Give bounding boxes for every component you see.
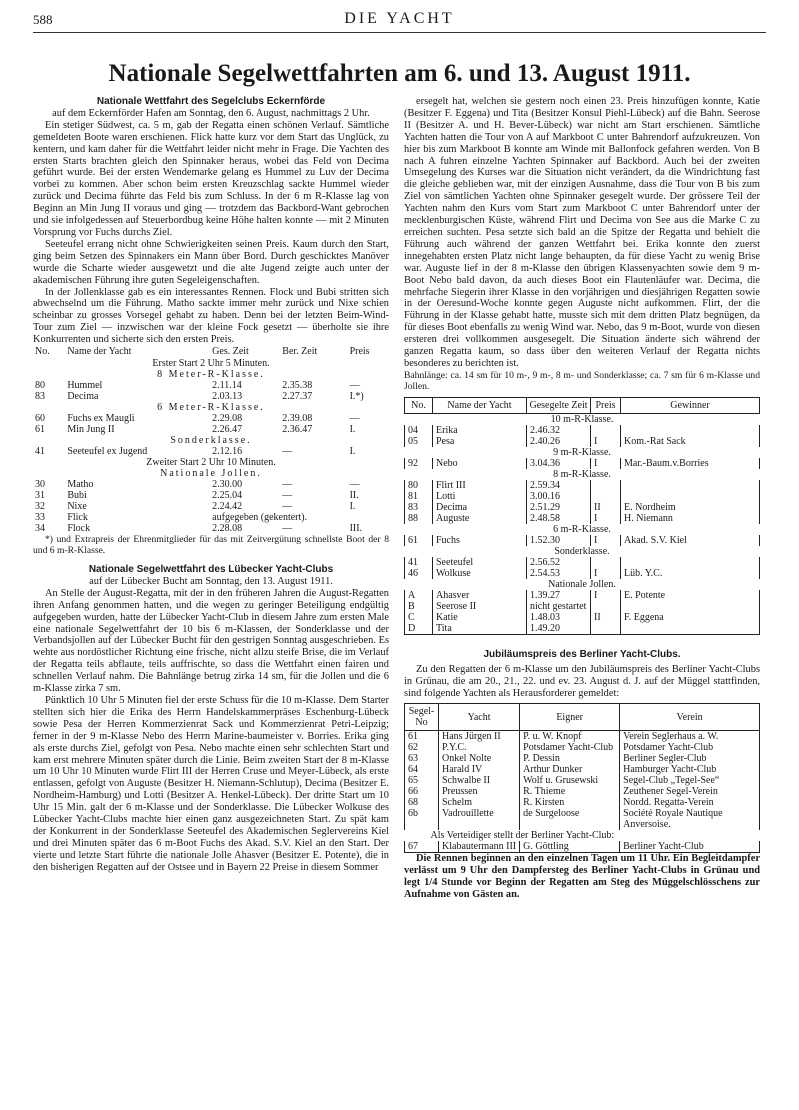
luebeck-result-row bbox=[405, 458, 760, 469]
luebeck-result-row bbox=[405, 513, 760, 524]
results-cell: 83 bbox=[35, 391, 45, 403]
luebeck-result-cell bbox=[621, 480, 760, 491]
luebeck-result-cell: nicht gestartet bbox=[527, 601, 591, 612]
results-cell: 2.26.47 bbox=[212, 424, 243, 436]
luebeck-result-cell: 1.49.20 bbox=[527, 623, 591, 635]
closing-text: Die Rennen beginnen an den einzelnen Tagen um 11 Uhr. Ein Begleitdampfer verlässt um 9 Uhr den Dampfersteg des Berliner Yacht-Clubs in Grünau und legt 1/4 Stunde vor Beginn der Regatten am Steg des Müggelschlösschens zur Aufnahme von Gästen an. bbox=[404, 853, 760, 901]
luebeck-class-heading: 8 m-R-Klasse. bbox=[553, 468, 611, 480]
results-cell: 2.03.13 bbox=[212, 391, 243, 403]
eckernfoerde-paragraph: Seeteufel errang nicht ohne Schwierigkeiten seinen Preis. Kaum durch den Start, ging beim Setzen des Spinnakers ein Mann über Bord. Durch geschicktes Manöver wurde die Scharte wieder ausgewetzt und die alte Jugend zeigte auch unter der akademischen Führung ihre guten Segeleigenschaften. bbox=[33, 238, 389, 286]
challenger-row bbox=[405, 753, 760, 764]
luebeck-class-heading: 10 m-R-Klasse. bbox=[550, 413, 614, 425]
section-jubilaeum-text: Zu den Regatten der 6 m-Klasse um den Jubiläumspreis des Berliner Yacht-Clubs in Grünau, die am 20., 21., 22. und ev. 23. August d. J. auf der Müggel stattfinden, sind folgende Yachten als Herausforderer gemeldet: bbox=[404, 663, 760, 699]
section-luebeck-title: Nationale Segelwettfahrt des Lübecker Yacht-Clubs bbox=[88, 564, 334, 576]
results-cell: 61 bbox=[35, 424, 45, 436]
results-row bbox=[33, 446, 389, 457]
luebeck-result-row bbox=[405, 502, 760, 513]
challenger-cell: 6b bbox=[405, 808, 439, 819]
luebeck-result-cell: 83 bbox=[405, 502, 433, 513]
luebeck-continued-paragraph: ersegelt hat, welchen sie gestern noch einen 23. Preis hinzufügen konnte, Katie (Besitzer F. Eggena) und Tita (Besitzer Konsul Piehl-Lübeck) auf die Bahn. Seerose II (Besitzer A. und H. Bever-Lübeck) war nicht am Start erschienen. Sämtliche Yachten hatten die Tour von A auf Markboot C unter Bahrendorf aufzukreuzen. Von hier bis zum Markboot B konnte am Winde mit Ballonfock gefahren werden. Von B nach A fuhren einzelne Yachten Spinnaker auf Backbord. Auch bei der zweiten Umsegelung des Kurses war die Situation nicht verändert, da die Windrichtung fast die gleiche geblieben war, mit der einzigen Ausnahme, dass die Tour von B bis zum Ziel von sämtlichen Yachten ohne Spinnaker gesegelt wurde. Der grössere Teil der Yachten nahm den Kurs vom Start zum Markboot C unter Bahrendorf unter der mecklenburgischen Küste, während Flirt und Decima von See aus die Marke C zu erreichen suchten. Pesa setzte sich bald an die Spitze der Regatta und behielt die Führung auch während der ganzen Wettfahrt bei. Erika konnte den zuerst innegehabten ersten Platz nicht lange behaupten, da für diese Yacht zu wenig Brise war. Auguste lief in der 8 m-Klasse den übrigen Klassenyachten sowie dem 9 m-Boot Nebo bald davon, da auch dieses Boot ein Flautenläufer war. Decima, die mehrfache Siegerin ihrer Klasse in den vorjährigen und diesjährigen Regatten sowie in der Oeresund-Woche konnte gegen Auguste nicht aufkommen. Flirt, der die Führung in der Klasse gehabt hatte, musste sich mit dem dritten Platz begnügen, da für dieses Boot ebenfalls zu wenig Wind war. Nebo, das 9 m-Boot, wurde von diesen ersteren drei vollkommen ausgesegelt. Die Situation änderte sich während der ganzen Regatta kaum, so dass über den weiteren Verlauf der Regatta nichts besonderes zu berichten ist. bbox=[404, 96, 760, 369]
challenger-cell bbox=[520, 819, 620, 830]
results-cell: Nixe bbox=[67, 501, 87, 513]
results-class-row bbox=[33, 369, 389, 380]
challenger-cell: P. u. W. Knopf bbox=[520, 731, 620, 743]
results-header-cell: Name der Yacht bbox=[67, 346, 132, 358]
challenger-cell bbox=[439, 819, 520, 830]
results-cell: — bbox=[282, 523, 293, 535]
section-eckernfoerde-text bbox=[33, 120, 389, 346]
luebeck-result-cell: B bbox=[405, 601, 433, 612]
results-cell: 2.39.08 bbox=[282, 413, 313, 425]
challenger-cell: Anversoise. bbox=[620, 819, 760, 830]
luebeck-result-cell: Lüb. Y.C. bbox=[621, 568, 760, 579]
challengers-header-cell: Eigner bbox=[520, 704, 620, 731]
luebeck-result-cell: A bbox=[405, 590, 433, 601]
luebeck-result-cell bbox=[591, 623, 621, 635]
challenger-cell: 64 bbox=[405, 764, 439, 775]
results-header-row bbox=[33, 346, 389, 358]
luebeck-result-cell: II bbox=[591, 502, 621, 513]
results-cell: — bbox=[349, 380, 360, 392]
results-cell: Flick bbox=[67, 512, 88, 524]
luebeck-result-cell: Pesa bbox=[433, 436, 527, 447]
results-row bbox=[33, 391, 389, 402]
luebeck-result-cell: F. Eggena bbox=[621, 612, 760, 623]
challengers-header bbox=[405, 704, 760, 731]
luebeck-result-cell: Ahasver bbox=[433, 590, 527, 601]
luebeck-class-heading: 9 m-R-Klasse. bbox=[553, 446, 611, 458]
luebeck-result-cell: 1.39.27 bbox=[527, 590, 591, 601]
eckernfoerde-paragraph: Ein stetiger Südwest, ca. 5 m, gab der Regatta einen schönen Verlauf. Sämtliche gemeldeten Boote waren erschienen. Flick hatte kurz vor dem Start das Unglück, zu kentern, und kam daher für die Wettfahrt leider nicht mehr in Frage. Die Yachten des ersten Starts brachten gleich den Spinnaker heraus, wobei das Feld von Decima geführt wurde. Bei der ersten Wendemarke gelang es Hummel zu Luv der Decima vorbei zu kommen. Aber schon beim ersten Kreuzschlag sackte Hummel wieder zurück und Decima führte das Feld bis zum Schluss. In der 6 m R-Klasse lag von Beginn an Min Jung II voraus und ging — trotzdem das Backbord-Want gebrochen und sie infolgedessen auf Steuerbordbug keine Höhe halten konnte — mit 2 Minuten Vorsprung vor Fuchs durchs Ziel. bbox=[33, 119, 389, 238]
luebeck-result-cell: I bbox=[591, 458, 621, 469]
challenger-cell: Zeuthener Segel-Verein bbox=[620, 786, 760, 797]
results-class-row bbox=[33, 468, 389, 479]
left-column bbox=[33, 96, 389, 874]
challenger-cell: 66 bbox=[405, 786, 439, 797]
results-row bbox=[33, 512, 389, 523]
luebeck-result-cell bbox=[591, 491, 621, 502]
challenger-row bbox=[405, 764, 760, 775]
results-cell: Min Jung II bbox=[67, 424, 115, 436]
luebeck-class-heading: 6 m-R-Klasse. bbox=[553, 523, 611, 535]
luebeck-result-cell: I bbox=[591, 590, 621, 601]
luebeck-result-cell: 1.52.30 bbox=[527, 535, 591, 546]
luebeck-result-cell: Auguste bbox=[433, 513, 527, 524]
results-cell: I.*) bbox=[349, 391, 364, 403]
luebeck-result-row bbox=[405, 425, 760, 436]
results-cell: 2.28.08 bbox=[212, 523, 243, 535]
results-cell: 2.27.37 bbox=[282, 391, 313, 403]
luebeck-class-row bbox=[405, 447, 760, 458]
results-cell: — bbox=[282, 501, 293, 513]
results-cell: I. bbox=[349, 424, 356, 436]
luebeck-result-cell bbox=[621, 557, 760, 568]
challenger-cell: Potsdamer Yacht-Club bbox=[620, 742, 760, 753]
results-class-heading: 6 Meter-R-Klasse. bbox=[157, 402, 265, 414]
results-cell: 60 bbox=[35, 413, 45, 425]
results-cell: I. bbox=[349, 501, 356, 513]
luebeck-result-cell: 05 bbox=[405, 436, 433, 447]
main-title: Nationale Segelwettfahrten am 6. und 13. August 1911. bbox=[108, 60, 691, 87]
luebeck-result-cell: Akad. S.V. Kiel bbox=[621, 535, 760, 546]
course-length-note: Bahnlänge: ca. 14 sm für 10 m-, 9 m-, 8 m- und Sonderklasse; ca. 7 sm für 6 m-Klasse und Jollen. bbox=[404, 369, 760, 392]
luebeck-result-cell: 2.51.29 bbox=[527, 502, 591, 513]
luebeck-result-cell bbox=[621, 425, 760, 436]
running-title: DIE YACHT bbox=[344, 10, 455, 27]
results-row bbox=[33, 424, 389, 435]
results-cell: Hummel bbox=[67, 380, 103, 392]
results-cell: 2.24.42 bbox=[212, 501, 243, 513]
challenger-cell: Preussen bbox=[439, 786, 520, 797]
results-cell: Seeteufel ex Jugend bbox=[67, 446, 148, 458]
luebeck-header-cell: Gewinner bbox=[621, 397, 760, 413]
results-start-row bbox=[33, 457, 389, 468]
results-footnote: *) und Extrapreis der Ehrenmitglieder für das mit Zeitvergütung schnellste Boot der 8 und 6 m-R-Klasse. bbox=[33, 534, 389, 557]
luebeck-result-cell: Flirt III bbox=[433, 480, 527, 491]
page-number: 588 bbox=[33, 12, 53, 27]
results-row bbox=[33, 413, 389, 424]
luebeck-result-cell: 80 bbox=[405, 480, 433, 491]
luebeck-paragraph: Pünktlich 10 Uhr 5 Minuten fiel der erste Schuss für die 10 m-Klasse. Dem Starter stellten sich hier die Erika des Herrn Handelskammerpräses Eschenburg-Lübeck sowie Pesa der Herren Kommerzienrat Sack und Kommerzienrat Petri-Leipzig; ferner in der 9 m-Klasse Nebo des Herrn Marine-baumeister v. Borries. Erika ging als erste durchs Ziel, gefolgt von Pesa. Nebo machte einen sehr schlechten Start und kam erst mehrere Minuten später durch die Linie. Beim zweiten Start der 8 m-Klasse um 10 Uhr 10 Minuten wurde Flirt III der Herren Cruse und Meyer-Lübeck, als erste entlassen, gefolgt von Auguste (Besitzer H. Niemann-Schlutup), Decima (Besitzer E. Nordheim-Hamburg) und Lotti (Besitzer A. Henkel-Lübeck). Der dritte Start um 10 Uhr 15 Min. galt der 6 m-Klasse und der Sonderklasse. Die Lübecker Wolkuse des Lübecker Yacht-Clubs machte hier einen ganz ausgezeichneten Start. Zu spät kam der Konkurrent in der Sonderklasse Seeteufel des Akademischen Seglervereins Kiel und drei Minuten später das 6 m-Boot Fuchs des Akad. S.V. Kiel an den Start. Der vierte und letzte Start führte die nationale Jolle Ahasver (Besitzer E. Potente), die in den bisherigen Regatten auf der Ostsee und in Bayern 22 Preise in diesem Sommer bbox=[33, 695, 389, 873]
challenger-cell: Hans Jürgen II bbox=[439, 731, 520, 743]
challenger-cell: Arthur Dunker bbox=[520, 764, 620, 775]
defender-label: Als Verteidiger stellt der Berliner Yacht-Club: bbox=[430, 830, 615, 842]
results-cell: — bbox=[282, 446, 293, 458]
luebeck-result-cell: Mar.-Baum.v.Borries bbox=[621, 458, 760, 469]
results-cell: Decima bbox=[67, 391, 99, 403]
defender-cell: Berliner Yacht-Club bbox=[620, 841, 760, 853]
luebeck-results-table bbox=[404, 397, 760, 635]
luebeck-result-row bbox=[405, 590, 760, 601]
luebeck-result-cell: 88 bbox=[405, 513, 433, 524]
challenger-cell: Harald IV bbox=[439, 764, 520, 775]
results-start-heading: Zweiter Start 2 Uhr 10 Minuten. bbox=[146, 457, 276, 469]
challenger-cell: Schelm bbox=[439, 797, 520, 808]
section-luebeck-subtitle: auf der Lübecker Bucht am Sonntag, den 13. August 1911. bbox=[89, 575, 333, 587]
results-cell: 2.12.16 bbox=[212, 446, 243, 458]
challenger-cell: Vadrouillette bbox=[439, 808, 520, 819]
challenger-row bbox=[405, 731, 760, 743]
challenger-row bbox=[405, 819, 760, 830]
challenger-cell: R. Kirsten bbox=[520, 797, 620, 808]
luebeck-result-cell: Seerose II bbox=[433, 601, 527, 612]
results-start-row bbox=[33, 358, 389, 369]
luebeck-result-cell: 61 bbox=[405, 535, 433, 546]
luebeck-result-row bbox=[405, 601, 760, 612]
challenger-cell: P.Y.C. bbox=[439, 742, 520, 753]
results-row bbox=[33, 380, 389, 391]
luebeck-result-cell: Kom.-Rat Sack bbox=[621, 436, 760, 447]
results-cell: Bubi bbox=[67, 490, 87, 502]
results-cell: 2.36.47 bbox=[282, 424, 313, 436]
results-cell: — bbox=[349, 413, 360, 425]
results-cell: 31 bbox=[35, 490, 45, 502]
luebeck-result-row bbox=[405, 568, 760, 579]
luebeck-result-cell: Nebo bbox=[433, 458, 527, 469]
luebeck-class-row bbox=[405, 579, 760, 590]
section-luebeck-text bbox=[33, 588, 389, 874]
luebeck-result-cell: Wolkuse bbox=[433, 568, 527, 579]
challenger-cell: P. Dessin bbox=[520, 753, 620, 764]
results-row bbox=[33, 479, 389, 490]
luebeck-result-cell bbox=[621, 601, 760, 612]
challenger-row bbox=[405, 742, 760, 753]
luebeck-class-row bbox=[405, 469, 760, 480]
results-cell: I. bbox=[349, 446, 356, 458]
challenger-row bbox=[405, 775, 760, 786]
luebeck-result-cell: 3.04.36 bbox=[527, 458, 591, 469]
challenger-cell: Nordd. Regatta-Verein bbox=[620, 797, 760, 808]
luebeck-class-row bbox=[405, 546, 760, 557]
luebeck-result-cell: I bbox=[591, 436, 621, 447]
results-class-row bbox=[33, 402, 389, 413]
luebeck-result-cell: 04 bbox=[405, 425, 433, 436]
luebeck-result-cell: I bbox=[591, 513, 621, 524]
results-cell: 2.29.08 bbox=[212, 413, 243, 425]
defender-row bbox=[405, 841, 760, 853]
results-cell: Flock bbox=[67, 523, 91, 535]
section-eckernfoerde-subtitle: auf dem Eckernförder Hafen am Sonntag, den 6. August, nachmittags 2 Uhr. bbox=[52, 107, 370, 119]
challenger-cell: Société Royale Nautique bbox=[620, 808, 760, 819]
results-cell: 2.25.04 bbox=[212, 490, 243, 502]
challenger-cell: 65 bbox=[405, 775, 439, 786]
challenger-cell: 62 bbox=[405, 742, 439, 753]
luebeck-result-cell: E. Nordheim bbox=[621, 502, 760, 513]
luebeck-result-cell: Lotti bbox=[433, 491, 527, 502]
challenger-row bbox=[405, 786, 760, 797]
luebeck-class-heading: Nationale Jollen. bbox=[548, 578, 616, 590]
results-cell: II. bbox=[349, 490, 359, 502]
challengers-header-cell: Yacht bbox=[439, 704, 520, 731]
luebeck-result-row bbox=[405, 535, 760, 546]
results-cell: — bbox=[349, 479, 360, 491]
results-cell: Matho bbox=[67, 479, 94, 491]
results-header-cell: No. bbox=[35, 346, 50, 358]
eckernfoerde-results-table bbox=[33, 346, 389, 534]
luebeck-result-cell: I bbox=[591, 568, 621, 579]
defender-cell: Klabautermann III bbox=[439, 841, 520, 853]
section-jubilaeum-title: Jubiläumspreis des Berliner Yacht-Clubs. bbox=[483, 648, 681, 660]
challengers-header-cell: Verein bbox=[620, 704, 760, 731]
results-cell: 41 bbox=[35, 446, 45, 458]
luebeck-result-cell: 1.48.03 bbox=[527, 612, 591, 623]
luebeck-result-cell: Tita bbox=[433, 623, 527, 635]
section-eckernfoerde-title: Nationale Wettfahrt des Segelclubs Eckernförde bbox=[96, 96, 326, 107]
results-cell: 2.11.14 bbox=[212, 380, 242, 392]
luebeck-result-cell bbox=[621, 491, 760, 502]
results-row bbox=[33, 523, 389, 534]
luebeck-class-row bbox=[405, 524, 760, 535]
results-row bbox=[33, 490, 389, 501]
luebeck-result-cell: I bbox=[591, 535, 621, 546]
results-cell: III. bbox=[349, 523, 363, 535]
challenger-cell bbox=[405, 819, 439, 830]
challenger-row bbox=[405, 797, 760, 808]
luebeck-result-cell: 2.56.52 bbox=[527, 557, 591, 568]
eckernfoerde-paragraph: In der Jollenklasse gab es ein interessantes Rennen. Flock und Bubi stritten sich abwechselnd um die Führung. Matho sackte immer mehr zurück und Nixe schien scheinbar zu grosses Vorsegel gehabt zu haben. Denn bei der letzten Beim-Wind-Tour zum Ziel — inzwischen war der kleine Fock gesetzt — überholte sie ihre Konkurrenten und sicherte sich den ersten Preis. bbox=[33, 286, 389, 346]
challenger-cell: Potsdamer Yacht-Club bbox=[520, 742, 620, 753]
luebeck-result-cell: Decima bbox=[433, 502, 527, 513]
luebeck-result-cell bbox=[591, 557, 621, 568]
header-rule bbox=[33, 32, 766, 33]
luebeck-result-cell: Fuchs bbox=[433, 535, 527, 546]
luebeck-header-cell: No. bbox=[405, 397, 433, 413]
luebeck-result-cell: Katie bbox=[433, 612, 527, 623]
luebeck-result-row bbox=[405, 557, 760, 568]
challenger-cell: 61 bbox=[405, 731, 439, 743]
luebeck-class-heading: Sonderklasse. bbox=[554, 545, 610, 557]
challenger-cell: de Surgeloose bbox=[520, 808, 620, 819]
luebeck-result-cell: 2.59.34 bbox=[527, 480, 591, 491]
results-cell: aufgegeben (gekentert). bbox=[212, 512, 308, 524]
challengers-header-cell: Segel-No bbox=[405, 704, 439, 731]
defender-label-row bbox=[405, 830, 760, 841]
defender-cell: 67 bbox=[405, 841, 439, 853]
luebeck-results-header bbox=[405, 397, 760, 413]
results-header-cell: Preis bbox=[349, 346, 370, 358]
running-header bbox=[33, 10, 766, 32]
luebeck-result-cell: II bbox=[591, 612, 621, 623]
luebeck-result-row bbox=[405, 480, 760, 491]
results-header-cell: Ges. Zeit bbox=[212, 346, 249, 358]
luebeck-result-cell: 41 bbox=[405, 557, 433, 568]
results-cell: — bbox=[282, 490, 293, 502]
luebeck-class-row bbox=[405, 413, 760, 425]
luebeck-result-cell: 81 bbox=[405, 491, 433, 502]
results-class-heading: Nationale Jollen. bbox=[160, 468, 262, 480]
luebeck-result-cell: 2.48.58 bbox=[527, 513, 591, 524]
results-cell: 2.30.00 bbox=[212, 479, 243, 491]
luebeck-result-cell: D bbox=[405, 623, 433, 635]
results-cell: Fuchs ex Maugli bbox=[67, 413, 135, 425]
luebeck-result-cell bbox=[621, 623, 760, 635]
luebeck-result-cell bbox=[591, 425, 621, 436]
luebeck-result-row bbox=[405, 623, 760, 635]
luebeck-header-cell: Name der Yacht bbox=[433, 397, 527, 413]
results-cell: 32 bbox=[35, 501, 45, 513]
right-column bbox=[404, 96, 760, 901]
results-cell: — bbox=[282, 479, 293, 491]
luebeck-result-cell: 3.00.16 bbox=[527, 491, 591, 502]
section-luebeck-continued-text bbox=[404, 96, 760, 370]
challenger-cell: Berliner Segler-Club bbox=[620, 753, 760, 764]
results-cell: 33 bbox=[35, 512, 45, 524]
challenger-cell: Verein Seglerhaus a. W. bbox=[620, 731, 760, 743]
luebeck-result-row bbox=[405, 612, 760, 623]
luebeck-result-cell: Erika bbox=[433, 425, 527, 436]
challenger-cell: Wolf u. Grusewski bbox=[520, 775, 620, 786]
challenger-row bbox=[405, 808, 760, 819]
luebeck-result-cell: 2.46.32 bbox=[527, 425, 591, 436]
luebeck-result-cell bbox=[591, 601, 621, 612]
challenger-cell: Segel-Club „Tegel-See“ bbox=[620, 775, 760, 786]
results-header-cell: Ber. Zeit bbox=[282, 346, 318, 358]
challenger-cell: Schwalbe II bbox=[439, 775, 520, 786]
challenger-cell: 68 bbox=[405, 797, 439, 808]
defender-cell: G. Göttling bbox=[520, 841, 620, 853]
results-cell: 30 bbox=[35, 479, 45, 491]
luebeck-result-cell: Seeteufel bbox=[433, 557, 527, 568]
results-cell: 80 bbox=[35, 380, 45, 392]
luebeck-result-row bbox=[405, 436, 760, 447]
luebeck-result-cell: E. Potente bbox=[621, 590, 760, 601]
luebeck-header-cell: Preis bbox=[591, 397, 621, 413]
luebeck-result-cell: 92 bbox=[405, 458, 433, 469]
results-class-heading: Sonderklasse. bbox=[170, 435, 252, 447]
luebeck-result-cell bbox=[591, 480, 621, 491]
results-class-row bbox=[33, 435, 389, 446]
luebeck-header-cell: Gesegelte Zeit bbox=[527, 397, 591, 413]
luebeck-result-row bbox=[405, 491, 760, 502]
challenger-cell: Hamburger Yacht-Club bbox=[620, 764, 760, 775]
luebeck-result-cell: 2.54.53 bbox=[527, 568, 591, 579]
luebeck-result-cell: 46 bbox=[405, 568, 433, 579]
challenger-cell: R. Thieme bbox=[520, 786, 620, 797]
challengers-table bbox=[404, 703, 760, 853]
results-row bbox=[33, 501, 389, 512]
luebeck-result-cell: 2.40.26 bbox=[527, 436, 591, 447]
results-start-heading: Erster Start 2 Uhr 5 Minuten. bbox=[152, 358, 270, 370]
results-class-heading: 8 Meter-R-Klasse. bbox=[157, 369, 265, 381]
results-cell: 2.35.38 bbox=[282, 380, 313, 392]
results-cell: 34 bbox=[35, 523, 45, 535]
challenger-cell: 63 bbox=[405, 753, 439, 764]
luebeck-result-cell: H. Niemann bbox=[621, 513, 760, 524]
luebeck-result-cell: C bbox=[405, 612, 433, 623]
luebeck-paragraph: An Stelle der August-Regatta, mit der in den früheren Jahren die August-Regatten ihren Anfang genommen hatten, und die wegen zu geringer Beteiligung endgültig aufgegeben wurden, hatte der Lübecker Yacht-Club in diesem Jahre zum ersten Male eine nationale Segelwettfahrt der 10 bis 6 m-Klassen, der Sonderklasse und der Verbandsjollen auf der Lübecker Bucht für den gestrigen Sonntag ausgeschrieben. Es wehte aus nordöstlicher Richtung eine frische, nicht allzu steife Brise, die im Verlauf der Regatta teils abflaute, teils auffrischte, so dass die Wettfahrt einen fairen und schnellen Verlauf nahm. Die Bahnlänge betrug zirka 14 sm, für die Jollen und die 6 m-Klasse zirka 7 sm. bbox=[33, 587, 389, 695]
challenger-cell: Onkel Nolte bbox=[439, 753, 520, 764]
